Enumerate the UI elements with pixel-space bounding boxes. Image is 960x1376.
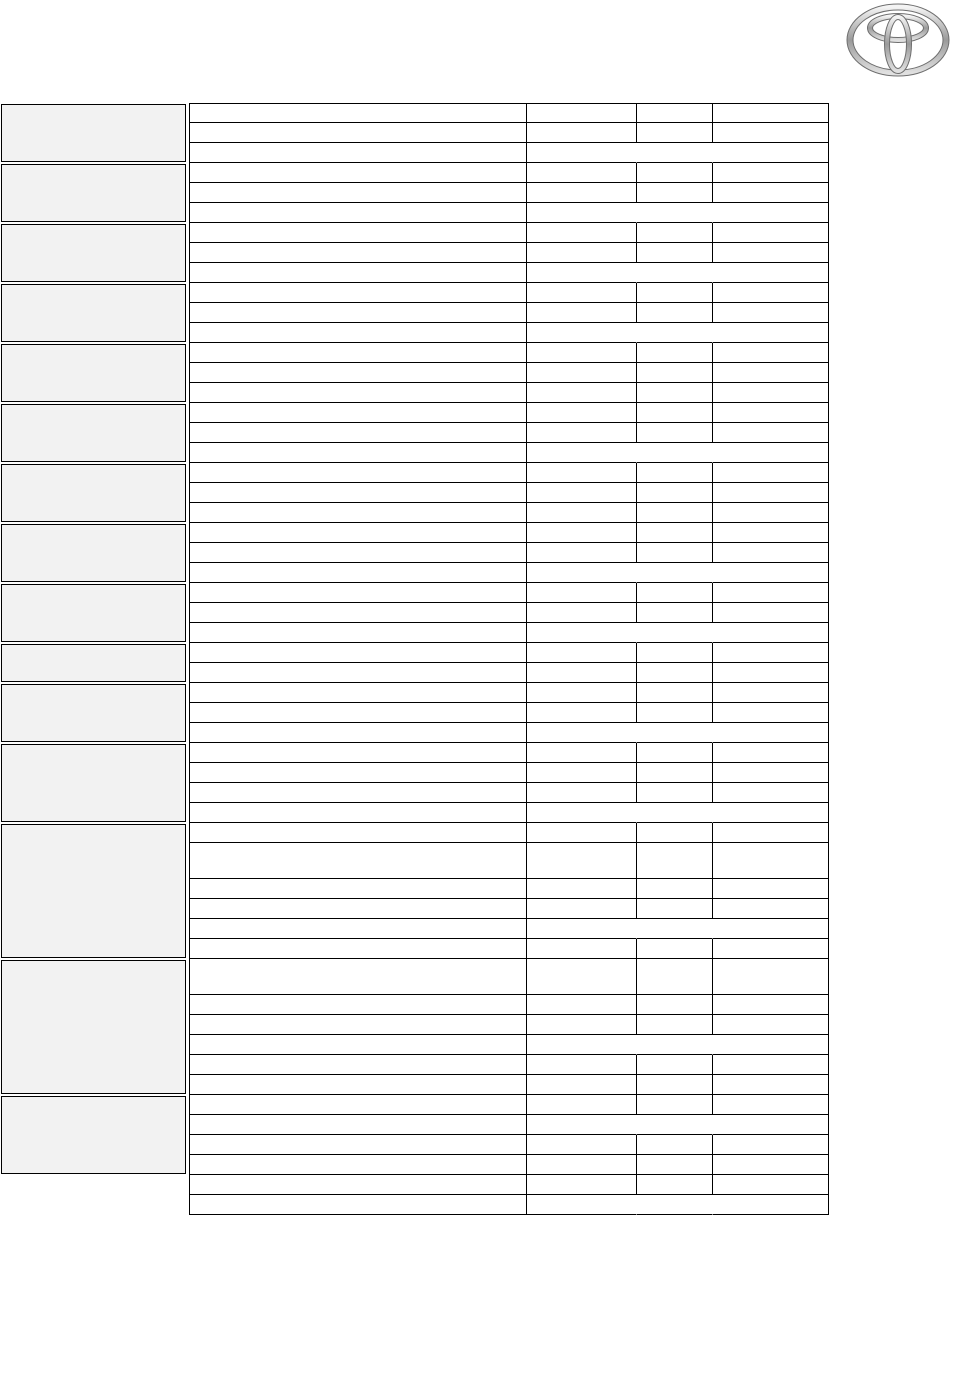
quantity-cell [637,723,713,743]
part-number-cell [527,163,637,183]
category-label [1,284,186,342]
table-row [189,879,829,899]
part-number-cell [527,1175,637,1195]
item-description-cell [189,103,527,123]
item-description-cell [189,463,527,483]
quantity-cell [637,323,713,343]
table-row [189,1015,829,1035]
quantity-cell [637,543,713,563]
item-description-cell [189,623,527,643]
category-label [1,524,186,582]
item-description-cell [189,663,527,683]
table-row [189,403,829,423]
item-description-cell [189,703,527,723]
item-description-cell [189,1155,527,1175]
part-number-cell [527,1095,637,1115]
part-number-cell [527,563,637,583]
total-row [189,1195,829,1215]
quantity-cell [637,423,713,443]
item-description-cell [189,183,527,203]
price-cell [713,919,829,939]
table-row [189,163,829,183]
item-description-cell [189,1195,527,1215]
quantity-cell [637,583,713,603]
price-cell [713,123,829,143]
price-cell [713,163,829,183]
part-number-cell [527,1055,637,1075]
quantity-cell [637,663,713,683]
part-number-cell [527,703,637,723]
table-row [189,743,829,763]
table-row [189,683,829,703]
total-row [189,263,829,283]
price-cell [713,263,829,283]
item-description-cell [189,543,527,563]
quantity-cell [637,1035,713,1055]
price-cell [713,1095,829,1115]
price-cell [713,1175,829,1195]
quantity-cell [637,243,713,263]
price-cell [713,1135,829,1155]
table-row [189,423,829,443]
table-row [189,603,829,623]
part-number-cell [527,123,637,143]
item-description-cell [189,919,527,939]
table-row [189,703,829,723]
part-number-cell [527,1135,637,1155]
item-description-cell [189,643,527,663]
price-cell [713,703,829,723]
table-row [189,663,829,683]
quantity-cell [637,463,713,483]
price-cell [713,603,829,623]
category-label [1,164,186,222]
item-description-cell [189,263,527,283]
price-cell [713,683,829,703]
table-row [189,1075,829,1095]
item-description-cell [189,163,527,183]
table-row [189,243,829,263]
item-description-cell [189,823,527,843]
total-row [189,203,829,223]
quantity-cell [637,563,713,583]
total-row [189,723,829,743]
item-description-cell [189,343,527,363]
table-row [189,123,829,143]
price-cell [713,663,829,683]
price-cell [713,183,829,203]
quantity-cell [637,1095,713,1115]
quantity-cell [637,1015,713,1035]
price-cell [713,143,829,163]
part-number-cell [527,995,637,1015]
part-number-cell [527,1195,637,1215]
price-cell [713,243,829,263]
part-number-cell [527,743,637,763]
category-label [1,684,186,742]
table-row [189,843,829,879]
quantity-cell [637,523,713,543]
category-label [1,104,186,162]
part-number-cell [527,939,637,959]
price-cell [713,403,829,423]
total-row [189,323,829,343]
price-cell [713,423,829,443]
item-description-cell [189,123,527,143]
table-row [189,995,829,1015]
quantity-cell [637,1115,713,1135]
price-cell [713,203,829,223]
quantity-cell [637,263,713,283]
table-row [189,643,829,663]
item-description-cell [189,203,527,223]
price-cell [713,343,829,363]
part-number-cell [527,463,637,483]
quantity-cell [637,623,713,643]
part-number-cell [527,223,637,243]
quantity-cell [637,1175,713,1195]
part-number-cell [527,1075,637,1095]
total-row [189,1115,829,1135]
total-row [189,919,829,939]
quantity-cell [637,143,713,163]
price-cell [713,995,829,1015]
category-label [1,344,186,402]
category-label [1,404,186,462]
price-cell [713,583,829,603]
item-description-cell [189,563,527,583]
price-cell [713,803,829,823]
category-label [1,744,186,822]
part-number-cell [527,523,637,543]
price-cell [713,743,829,763]
part-number-cell [527,803,637,823]
item-description-cell [189,483,527,503]
quantity-cell [637,1055,713,1075]
item-description-cell [189,363,527,383]
item-description-cell [189,939,527,959]
item-description-cell [189,843,527,879]
quantity-cell [637,843,713,879]
quantity-cell [637,1135,713,1155]
quantity-cell [637,203,713,223]
price-cell [713,223,829,243]
price-cell [713,443,829,463]
part-number-cell [527,959,637,995]
part-number-cell [527,899,637,919]
item-description-cell [189,1175,527,1195]
part-number-cell [527,103,637,123]
quantity-cell [637,823,713,843]
price-cell [713,1015,829,1035]
table-row [189,763,829,783]
table-row [189,303,829,323]
table-row [189,1175,829,1195]
table-row [189,939,829,959]
quantity-cell [637,303,713,323]
part-number-cell [527,423,637,443]
item-description-cell [189,423,527,443]
part-number-cell [527,919,637,939]
price-cell [713,1115,829,1135]
item-description-cell [189,763,527,783]
table-row [189,1095,829,1115]
part-number-cell [527,243,637,263]
quantity-cell [637,879,713,899]
quantity-cell [637,183,713,203]
price-cell [713,1035,829,1055]
part-number-cell [527,623,637,643]
item-description-cell [189,1135,527,1155]
item-description-cell [189,879,527,899]
price-cell [713,1155,829,1175]
quantity-cell [637,743,713,763]
item-description-cell [189,1015,527,1035]
part-number-cell [527,203,637,223]
item-description-cell [189,223,527,243]
category-label [1,644,186,682]
category-label [1,584,186,642]
part-number-cell [527,303,637,323]
table-row [189,1055,829,1075]
category-label [1,224,186,282]
item-description-cell [189,1035,527,1055]
price-cell [713,103,829,123]
item-description-cell [189,683,527,703]
quantity-cell [637,1155,713,1175]
toyota-logo [836,2,960,108]
price-cell [713,563,829,583]
table-row [189,103,829,123]
item-description-cell [189,783,527,803]
category-label [1,464,186,522]
quantity-cell [637,403,713,423]
price-cell [713,363,829,383]
table-row [189,1155,829,1175]
item-description-cell [189,803,527,823]
part-number-cell [527,483,637,503]
quantity-cell [637,899,713,919]
part-number-cell [527,683,637,703]
price-cell [713,483,829,503]
table-row [189,1135,829,1155]
table-row [189,523,829,543]
table-row [189,343,829,363]
table-row [189,959,829,995]
part-number-cell [527,543,637,563]
quantity-cell [637,643,713,663]
price-cell [713,503,829,523]
price-cell [713,1055,829,1075]
part-number-cell [527,383,637,403]
quantity-cell [637,363,713,383]
quantity-cell [637,939,713,959]
total-row [189,143,829,163]
price-cell [713,523,829,543]
table-row [189,899,829,919]
price-cell [713,543,829,563]
quantity-cell [637,103,713,123]
table-row [189,583,829,603]
item-description-cell [189,1095,527,1115]
price-cell [713,843,829,879]
item-description-cell [189,603,527,623]
price-cell [713,303,829,323]
total-row [189,563,829,583]
table-row [189,823,829,843]
item-description-cell [189,583,527,603]
total-row [189,803,829,823]
quantity-cell [637,123,713,143]
part-number-cell [527,1115,637,1135]
part-number-cell [527,643,637,663]
quantity-cell [637,443,713,463]
table-row [189,363,829,383]
part-number-cell [527,403,637,423]
item-description-cell [189,899,527,919]
part-number-cell [527,783,637,803]
category-label [1,824,186,958]
quantity-cell [637,483,713,503]
quantity-cell [637,223,713,243]
item-description-cell [189,323,527,343]
quantity-cell [637,603,713,623]
part-number-cell [527,323,637,343]
quantity-cell [637,919,713,939]
quantity-cell [637,763,713,783]
table-row [189,783,829,803]
part-number-cell [527,283,637,303]
table-row [189,483,829,503]
toyota-emblem-icon [836,2,960,108]
quantity-cell [637,683,713,703]
quantity-cell [637,383,713,403]
table-row [189,223,829,243]
price-cell [713,463,829,483]
table-row [189,283,829,303]
part-number-cell [527,583,637,603]
total-row [189,443,829,463]
quantity-cell [637,1195,713,1215]
part-number-cell [527,823,637,843]
category-label [1,1096,186,1174]
category-label [1,960,186,1094]
table-row [189,383,829,403]
item-description-cell [189,523,527,543]
price-cell [713,939,829,959]
price-cell [713,763,829,783]
price-cell [713,823,829,843]
item-description-cell [189,723,527,743]
item-description-cell [189,243,527,263]
quantity-cell [637,995,713,1015]
price-cell [713,1075,829,1095]
part-number-cell [527,363,637,383]
item-description-cell [189,403,527,423]
part-number-cell [527,1155,637,1175]
part-number-cell [527,879,637,899]
item-description-cell [189,303,527,323]
item-description-cell [189,503,527,523]
part-number-cell [527,143,637,163]
part-number-cell [527,663,637,683]
item-description-cell [189,1055,527,1075]
part-number-cell [527,443,637,463]
part-number-cell [527,263,637,283]
price-cell [713,323,829,343]
item-description-cell [189,1115,527,1135]
quantity-cell [637,163,713,183]
price-cell [713,959,829,995]
table-row [189,543,829,563]
price-cell [713,1195,829,1215]
table-row [189,503,829,523]
quantity-cell [637,503,713,523]
quantity-cell [637,703,713,723]
part-number-cell [527,603,637,623]
price-cell [713,623,829,643]
quantity-cell [637,803,713,823]
item-description-cell [189,143,527,163]
table-row [189,183,829,203]
part-number-cell [527,843,637,879]
total-row [189,1035,829,1055]
total-row [189,623,829,643]
item-description-cell [189,443,527,463]
quantity-cell [637,343,713,363]
item-description-cell [189,743,527,763]
part-number-cell [527,763,637,783]
price-cell [713,383,829,403]
part-number-cell [527,503,637,523]
part-number-cell [527,1035,637,1055]
quantity-cell [637,1075,713,1095]
part-number-cell [527,183,637,203]
quantity-cell [637,959,713,995]
quantity-cell [637,283,713,303]
item-description-cell [189,959,527,995]
item-description-cell [189,1075,527,1095]
item-description-cell [189,283,527,303]
price-cell [713,723,829,743]
price-cell [713,879,829,899]
price-cell [713,899,829,919]
price-cell [713,783,829,803]
price-cell [713,283,829,303]
part-number-cell [527,723,637,743]
table-row [189,463,829,483]
part-number-cell [527,1015,637,1035]
part-number-cell [527,343,637,363]
item-description-cell [189,383,527,403]
price-cell [713,643,829,663]
quantity-cell [637,783,713,803]
item-description-cell [189,995,527,1015]
